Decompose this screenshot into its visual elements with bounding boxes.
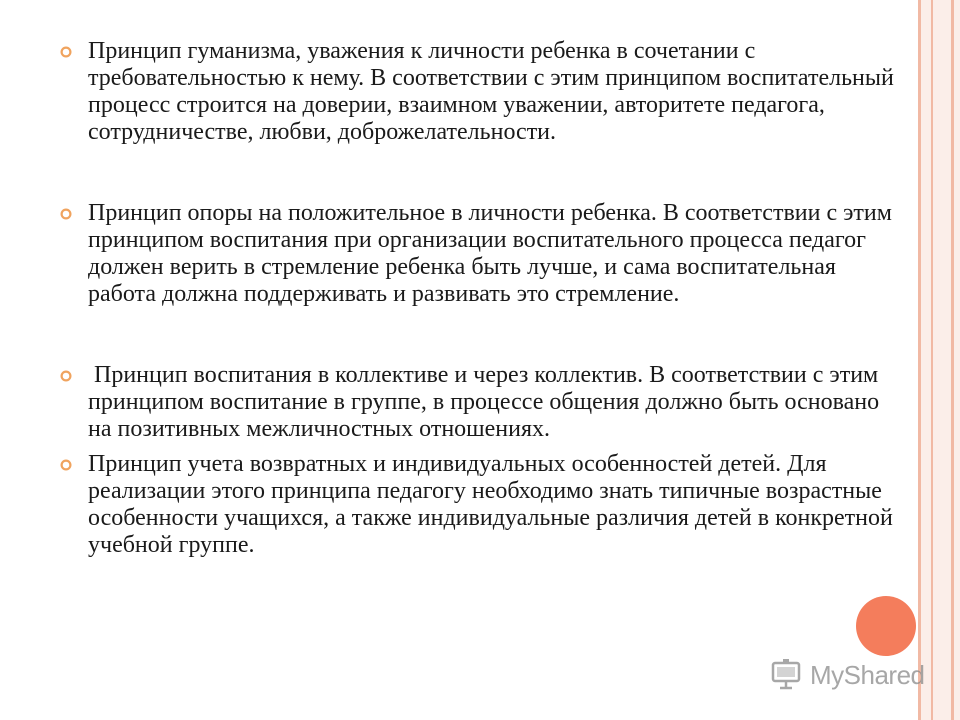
list-item: [56, 38, 906, 146]
watermark: [770, 657, 925, 693]
list-item-text: Принцип учета возвратных и индивидуальных особенностей детей. Для реализации этого принципа педагогу необходимо знать типичные возрастные особенности учащихся, а также индивидуальные различия детей в конкретной учебной группе.: [88, 451, 893, 558]
list-item: [56, 451, 906, 559]
watermark-text: MyShared: [810, 659, 925, 690]
border-stripe: [918, 0, 921, 720]
ring-bullet-icon: [60, 459, 72, 471]
bullet-list: [56, 38, 906, 559]
border-stripe: [951, 0, 954, 720]
list-item-text: Принцип воспитания в коллективе и через коллектив. В соответствии с этим принципом воспитание в группе, в процессе общения должно быть основано на позитивных межличностных отношениях.: [88, 362, 886, 442]
list-item-text: Принцип гуманизма, уважения к личности ребенка в сочетании с требовательностью к нему. В соответствии с этим принципом воспитательный процесс строится на доверии, взаимном уважении, авторитете педагога, сотрудничестве, любви, доброжелательности.: [88, 38, 894, 145]
border-stripe: [931, 0, 933, 720]
ring-bullet-icon: [60, 46, 72, 58]
ring-bullet-icon: [60, 208, 72, 220]
list-item: [56, 362, 906, 443]
list-item: [56, 200, 906, 308]
list-item-text: Принцип опоры на положительное в личности ребенка. В соответствии с этим принципом воспитания при организации воспитательного процесса педагог должен верить в стремление ребенка быть лучше, и сама воспитательная работа должна поддерживать и развивать это стремление.: [88, 200, 892, 307]
decorative-circle: [856, 596, 916, 656]
presentation-screen-icon: [770, 659, 804, 691]
ring-bullet-icon: [60, 370, 72, 382]
